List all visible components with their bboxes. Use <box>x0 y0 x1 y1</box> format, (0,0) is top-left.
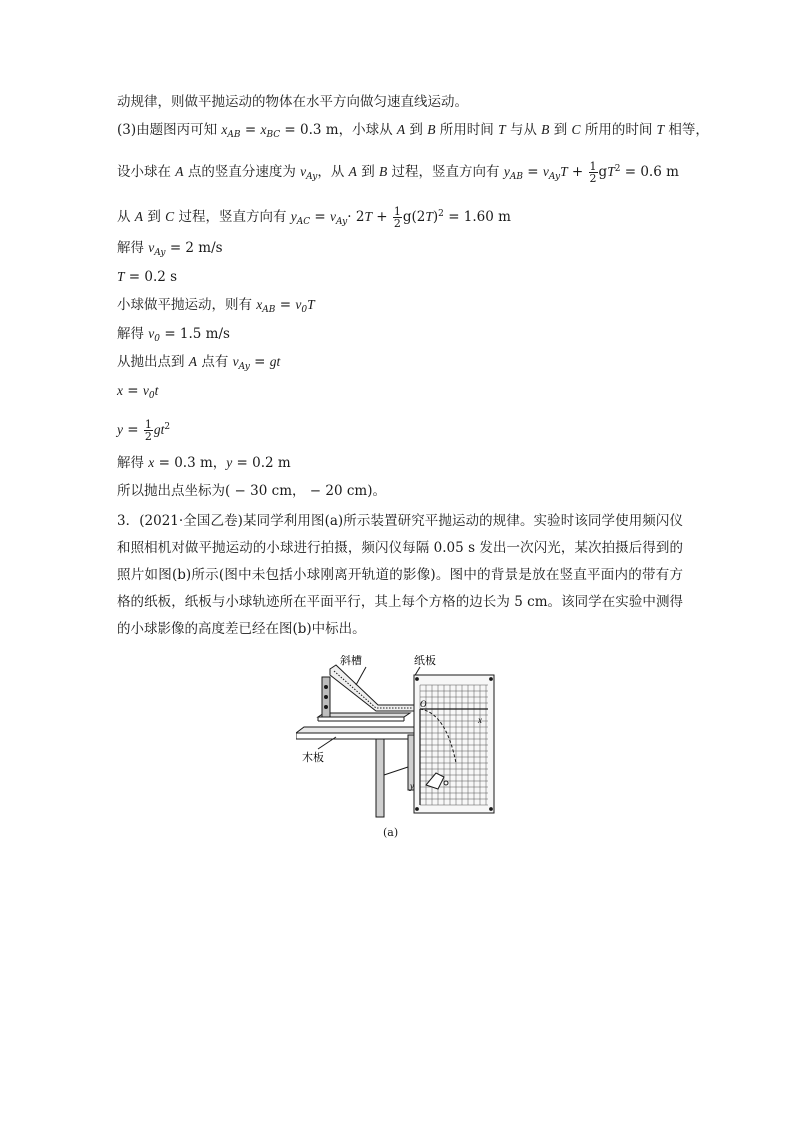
fraction: $\frac{1}{2}$ <box>144 418 152 443</box>
table-top <box>296 727 424 733</box>
grid-lines <box>420 685 488 805</box>
label-x-axis: x <box>478 715 482 725</box>
solution-line-13: 所以抛出点坐标为( − 30 cm， − 20 cm)。 <box>117 483 386 499</box>
inclined-chute <box>330 665 414 711</box>
solution-line-6: T = 0.2 s <box>117 269 178 285</box>
label-y-axis: y <box>410 781 414 791</box>
solution-line-7: 小球做平抛运动，则有 $x_{AB} = v_0T$ <box>117 297 315 315</box>
solution-line-4: 从 A 到 C 过程，竖直方向有 $y_{AC} = v_{Ay}\cdot 2T$ + $\frac{1}{2}$ $g(2T)^2 = 1.60$ m <box>117 205 511 230</box>
solution-line-12: 解得 x = 0.3 m，y = 0.2 m <box>117 455 291 471</box>
solution-line-9: 从抛出点到 A 点有 $v_{Ay}$ = gt <box>117 354 281 372</box>
solution-line-10: $x = v_0t$ <box>117 383 159 401</box>
solution-line-3: 设小球在 A 点的竖直分速度为 $v_{Ay}$，从 A 到 B 过程，竖直方向有 $y_{AB} = v_{Ay}T$ + $\frac{1}{2}$ $gT^2 = 0.6$ m <box>117 160 679 185</box>
fraction: $\frac{1}{2}$ <box>393 205 401 230</box>
table-leg <box>376 739 384 817</box>
wooden-board <box>318 713 410 717</box>
solution-line-1: 动规律，则做平抛运动的物体在水平方向做匀速直线运动。 <box>117 94 468 110</box>
solution-line-2: (3)由题图丙可知 $x_{AB} = x_{BC} = 0.3$ m，小球从 A 到 B 所用时间 T 与从 B 到 C 所用的时间 T 相等， <box>117 122 709 140</box>
solution-line-11: y = $\frac{1}{2}$ $gt^2$ <box>117 418 171 443</box>
solution-line-8: 解得 $v_0 = 1.5$ m/s <box>117 326 230 344</box>
problem-3-text: 3．(2021·全国乙卷)某同学利用图(a)所示装置研究平抛运动的规律。实验时该同学使用频闪仪和照相机对做平抛运动的小球进行拍摄，频闪仪每隔 0.05 s 发出一次闪光，某次拍摄后得到的照片如图(b)所示(图中未包括小球刚离开轨道的影像)。图中的背景是放在竖直平面内的带有方格的纸板，纸板与小球轨迹所在平面平行，其上每个方格的边长为 5 cm。该同学在实验中测得的小球影像的高度差已经在图(b)中标出。 <box>117 513 683 637</box>
label-ramp: 斜槽 <box>340 655 362 667</box>
label-origin: O <box>420 699 427 709</box>
fraction: $\frac{1}{2}$ <box>589 160 597 185</box>
solution-line-5: 解得 $v_{Ay} = 2$ m/s <box>117 240 223 258</box>
figure-caption: (a) <box>383 826 399 839</box>
label-board: 木板 <box>302 751 324 764</box>
label-paper: 纸板 <box>414 655 436 667</box>
apparatus-figure <box>296 655 499 820</box>
